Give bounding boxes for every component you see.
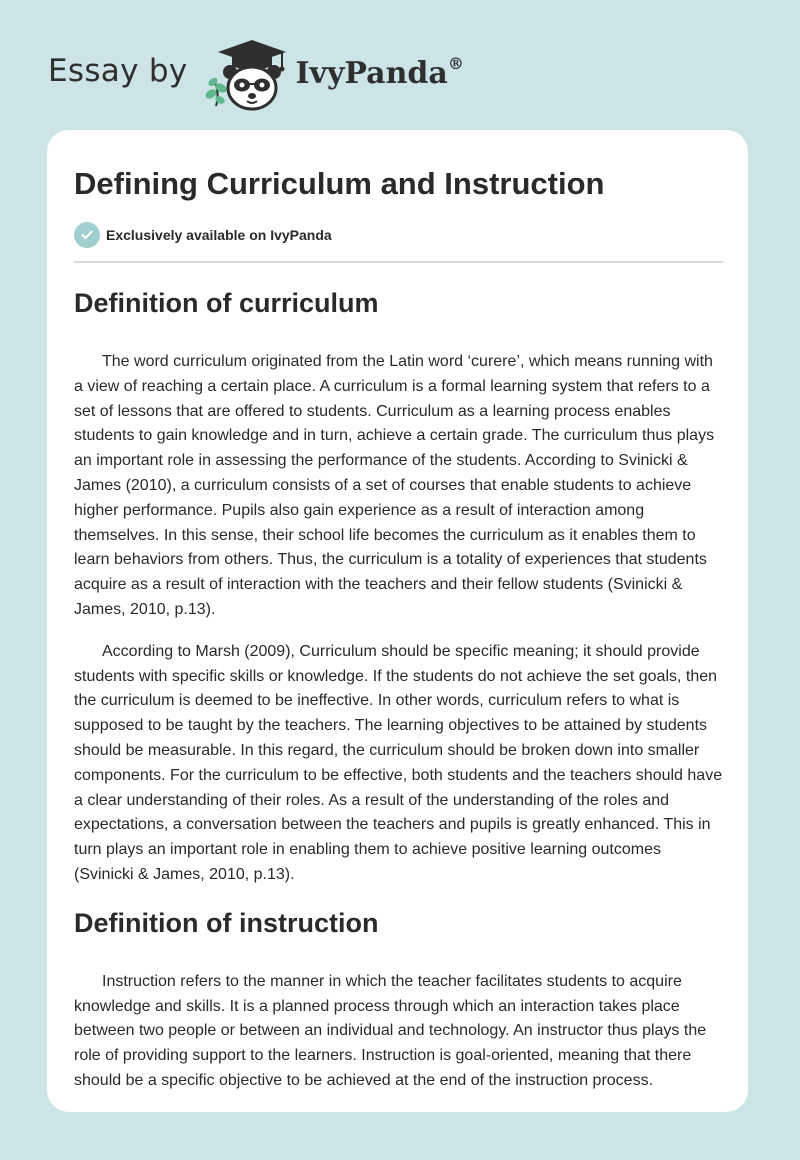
page-title: Defining Curriculum and Instruction [74,166,605,201]
brand-name[interactable] [295,53,464,91]
essay-card [47,130,748,1112]
paragraph: According to Marsh (2009), Curriculum should be specific meaning; it should provide students with specific skills or knowledge. If the students do not achieve the set goals, then the curriculum is deemed to be ineffective. In other words, curriculum refers to what is supposed to be taught by the teachers. The learning objectives to be attained by students should be measurable. In this regard, the curriculum should be broken down into smaller components. For the curriculum to be effective, both students and the teachers should have a clear understanding of their roles. As a result of the understanding of the roles and expectations, a conversation between the teachers and pupils is greatly enhanced. This in turn plays an important role in enabling them to achieve positive learning outcomes (Svinicki & James, 2010, p.13). [74,642,723,883]
title-divider [74,261,723,263]
section-heading-curriculum: Definition of curriculum [74,288,379,318]
exclusive-badge-label: Exclusively available on IvyPanda [106,227,332,243]
brand-text: IvyPanda [295,55,448,91]
paragraph: Instruction refers to the manner in which the teacher facilitates students to acquire knowledge and skills. It is a planned process through which an interaction takes place between two people or between an individual and technology. An instructor thus plays the role of providing support to the learners. Instruction is goal-oriented, meaning that there should be a specific objective to be achieved at the end of the instruction process. [74,972,707,1089]
essay-body [74,280,723,1094]
exclusive-badge [74,222,332,248]
registered-mark: ® [447,53,464,73]
essay-by-label: Essay by [48,53,188,89]
site-header [48,34,464,114]
section-heading-instruction: Definition of instruction [74,907,379,938]
paragraph: The word curriculum originated from the Latin word ‘curere’, which means running with a view of reaching a certain place. A curriculum is a formal learning system that refers to a set of lessons that are offered to students. Curriculum as a learning process enables students to gain knowledge and in turn, achieve a certain grade. The curriculum thus plays an important role in assessing the performance of the students. According to Svinicki & James (2010), a curriculum consists of a set of courses that enable students to achieve higher performance. Pupils also gain experience as a result of interaction among themselves. In this sense, their school life becomes the curriculum as it enables them to learn behaviors from others. Thus, the curriculum is a totality of experiences that students acquire as a result of interaction with the teachers and their fellow students (Svinicki & James, 2010, p.13). [74,353,715,618]
ivypanda-logo-icon [202,36,292,112]
check-circle-icon [74,222,100,248]
